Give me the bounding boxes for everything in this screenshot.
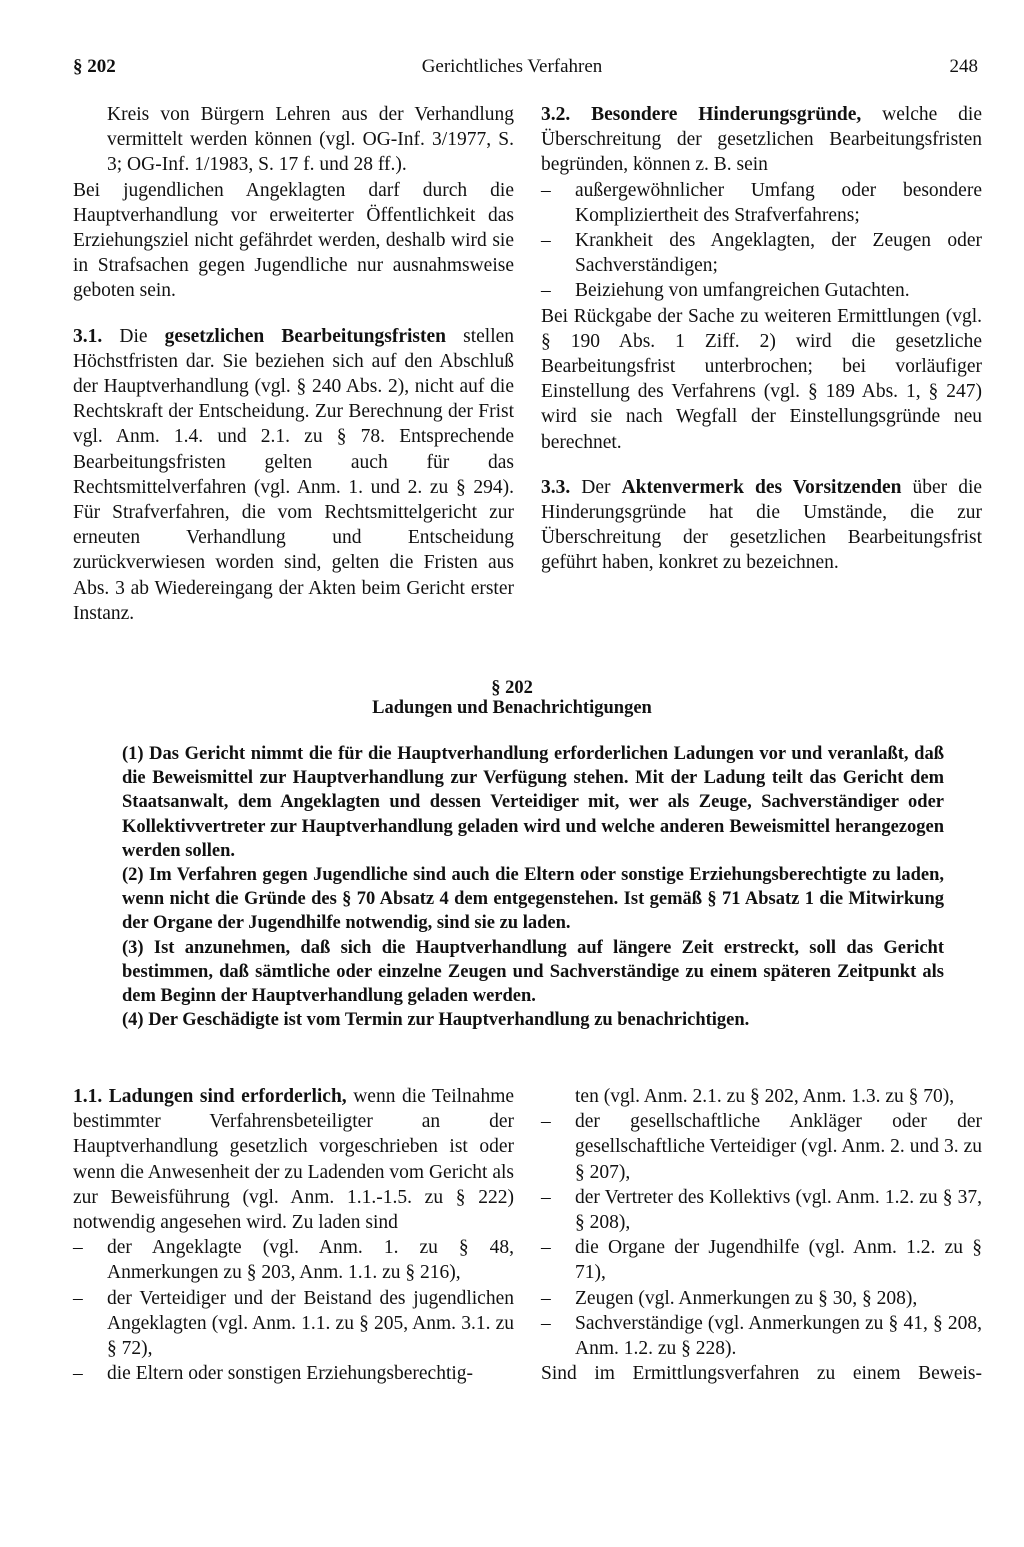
note-3-3: 3.3. Der Aktenvermerk des Vorsitzenden über die Hinderungsgründe hat die Umstände, die zur Überschreitung der gesetzlichen Bearbeitungsfrist geführt haben, konkret zu bezeichnen. bbox=[541, 476, 983, 574]
list-item: – der gesellschaftliche Ankläger oder der gesellschaftliche Verteidiger (vgl. Anm. 2. und 3. zu § 207), bbox=[541, 1111, 982, 1183]
note-3-2 bbox=[541, 102, 982, 178]
statute-text bbox=[122, 742, 944, 1032]
section-title: Ladungen und Benachrichtigungen bbox=[372, 698, 652, 718]
running-head-title: Gerichtliches Verfahren bbox=[421, 56, 603, 77]
intro-continuation: Kreis von Bürgern Lehren aus der Verhandlung vermittelt werden können (vgl. OG-Inf. 3/1977, S. 3; OG-Inf. 1/1983, S. 17 f. und 28 ff.). bbox=[107, 104, 514, 176]
list-item: – Krankheit des Angeklagten, der Zeugen oder Sachverständigen; bbox=[541, 230, 982, 277]
note-3-3-heading: Aktenvermerk des Vorsitzenden bbox=[621, 476, 902, 498]
statute-paragraph-1: (1) Das Gericht nimmt die für die Hauptverhandlung erforderlichen Ladungen vor und veranlaßt, daß die Beweismittel zur Hauptverhandlung zur Verfügung stehen. Mit der Ladung teilt das Gericht dem Staatsanwalt, dem Angeklagten und dessen Verteidiger mit, wer als Zeuge, Sachverständiger oder Kollektivvertreter zur Hauptverhandlung geladen wird und welche anderen Beweismittel herangezogen werden sollen. bbox=[122, 744, 944, 861]
list-item: – der Verteidiger und der Beistand des jugendlichen Angeklagten (vgl. Anm. 1.1. zu § 205, Anm. 3.1. zu § 72), bbox=[73, 1287, 514, 1360]
juvenile-paragraph: Bei jugendlichen Angeklagten darf durch die Hauptverhandlung vor erweiterter Öffentlichkeit das Erziehungsziel nicht gefährdet werden, deshalb wird sie in Strafsachen gegen Jugendliche nur ausnahmsweise geboten sein. bbox=[73, 179, 514, 302]
list-item: – die Organe der Jugendhilfe (vgl. Anm. 1.2. zu § 71), bbox=[541, 1237, 982, 1284]
statute-paragraph-4: (4) Der Geschädigte ist vom Termin zur Hauptverhandlung zu benachrichtigen. bbox=[122, 1010, 750, 1031]
page-number: 248 bbox=[949, 56, 978, 77]
note-3-3-number: 3.3. bbox=[541, 476, 571, 498]
note-3-1-heading: gesetzlichen Bearbeitungsfristen bbox=[164, 325, 447, 347]
note-3-3-text: über die Hinderungsgründe hat die Umstände, die zur Überschreitung der gesetzlichen Bearbeitungsfrist geführt haben, konkret zu bezeichnen. bbox=[541, 476, 983, 574]
list-item: – der Vertreter des Kollektivs (vgl. Anm. 1.2. zu § 37, § 208), bbox=[541, 1186, 982, 1234]
note-3-1: 3.1. Die gesetzlichen Bearbeitungsfristen stellen Höchstfristen dar. Sie beziehen sich auf den Abschluß der Hauptverhandlung (vgl. § 240 Abs. 2), nicht auf die Rechtskraft der Entscheidung. Zur Berechnung der Frist vgl. Anm. 1.4. und 2.1. zu § 78. Entsprechende Bearbeitungsfristen gelten auch für das Rechtsmittelverfahren (vgl. Anm. 1. und 2. zu § 294). Für Strafverfahren, die vom Rechtsmittelgericht zur erneuten Verhandlung und Entscheidung zurückverwiesen worden sind, gelten die Fristen aus Abs. 3 ab Wiedereingang der Akten beim Gericht erster Instanz. bbox=[73, 325, 515, 624]
statute-paragraph-3: (3) Ist anzunehmen, daß sich die Hauptverhandlung auf längere Zeit erstreckt, soll das Gericht bestimmen, daß sämtliche oder einzelne Zeugen und Sachverständige zu einem späteren Zeitpunkt als dem Beginn der Hauptverhandlung geladen werden. bbox=[122, 937, 944, 1007]
list-item: – der Angeklagte (vgl. Anm. 1. zu § 48, Anmerkungen zu § 203, Anm. 1.1. zu § 216), bbox=[73, 1237, 514, 1284]
statute-paragraph-2: (2) Im Verfahren gegen Jugendliche sind auch die Eltern oder sonstige Erziehungsberechtigte zu laden, wenn nicht die Gründe des § 70 Absatz 4 dem entgegenstehen. Ist gemäß § 71 Absatz 1 die Mitwirkung der Organe der Jugendhilfe notwendig, sind sie zu laden. bbox=[122, 865, 944, 934]
section-number: § 202 bbox=[491, 678, 533, 698]
note-1-1-heading: 1.1. Ladungen sind erforderlich, bbox=[73, 1086, 347, 1107]
lower-right-column bbox=[541, 1084, 982, 1386]
upper-left-column bbox=[73, 102, 514, 626]
closing-line: Sind im Ermittlungsverfahren zu einem Beweis- bbox=[541, 1363, 982, 1385]
list-item: – die Eltern oder sonstigen Erziehungsberechtig- bbox=[73, 1363, 474, 1385]
list-item: – Beiziehung von umfangreichen Gutachten. bbox=[541, 280, 910, 302]
note-3-1-number: 3.1. bbox=[73, 325, 103, 347]
note-3-2-continuation: Bei Rückgabe der Sache zu weiteren Ermittlungen (vgl. § 190 Abs. 1 Ziff. 2) wird die gesetzliche Bearbeitungsfrist unterbrochen; bei vorläufiger Einstellung des Verfahrens (vgl. § 189 Abs. 1, § 247) wird sie nach Wegfall der Einstellungsgründe neu berechnet. bbox=[541, 305, 982, 453]
running-head-section: § 202 bbox=[73, 56, 116, 77]
list-item-continuation: ten (vgl. Anm. 2.1. zu § 202, Anm. 1.3. zu § 70), bbox=[575, 1086, 955, 1107]
note-3-2-heading: 3.2. Besondere Hinderungsgründe, bbox=[541, 104, 862, 125]
note-1-1 bbox=[73, 1084, 514, 1235]
list-item: – Zeugen (vgl. Anmerkungen zu § 30, § 208), bbox=[541, 1287, 918, 1309]
note-3-2-text: welche die Überschreitung der gesetzlichen Bearbeitungsfristen begründen, können z. B. sein bbox=[541, 104, 982, 176]
note-3-1-text: stellen Höchstfristen dar. Sie beziehen sich auf den Abschluß der Hauptverhandlung (vgl. § 240 Abs. 2), nicht auf die Rechtskraft der Entscheidung. Zur Berechnung der Frist vgl. Anm. 1.4. und 2.1. zu § 78. Entsprechende Bearbeitungsfristen gelten auch für das Rechtsmittelverfahren (vgl. Anm. 1. und 2. zu § 294). Für Strafverfahren, die vom Rechtsmittelgericht zur erneuten Verhandlung und Entscheidung zurückverwiesen worden sind, gelten die Fristen aus Abs. 3 ab Wiedereingang der Akten beim Gericht erster Instanz. bbox=[73, 325, 515, 624]
upper-right-column bbox=[541, 102, 982, 576]
list-item: – Sachverständige (vgl. Anmerkungen zu § 41, § 208, Anm. 1.2. zu § 228). bbox=[541, 1312, 982, 1360]
lower-left-column bbox=[73, 1084, 514, 1386]
list-item: – außergewöhnlicher Umfang oder besondere Kompliziertheit des Strafverfahrens; bbox=[541, 179, 982, 226]
note-1-1-text: wenn die Teilnahme bestimmter Verfahrensbeteiligter an der Hauptverhandlung gesetzlich vorgeschrieben ist oder wenn die Anwesenheit der zu Ladenden vom Gericht als zur Beweisführung (vgl. Anm. 1.1.-1.5. zu § 222) notwendig angesehen wird. Zu laden sind bbox=[73, 1086, 515, 1234]
